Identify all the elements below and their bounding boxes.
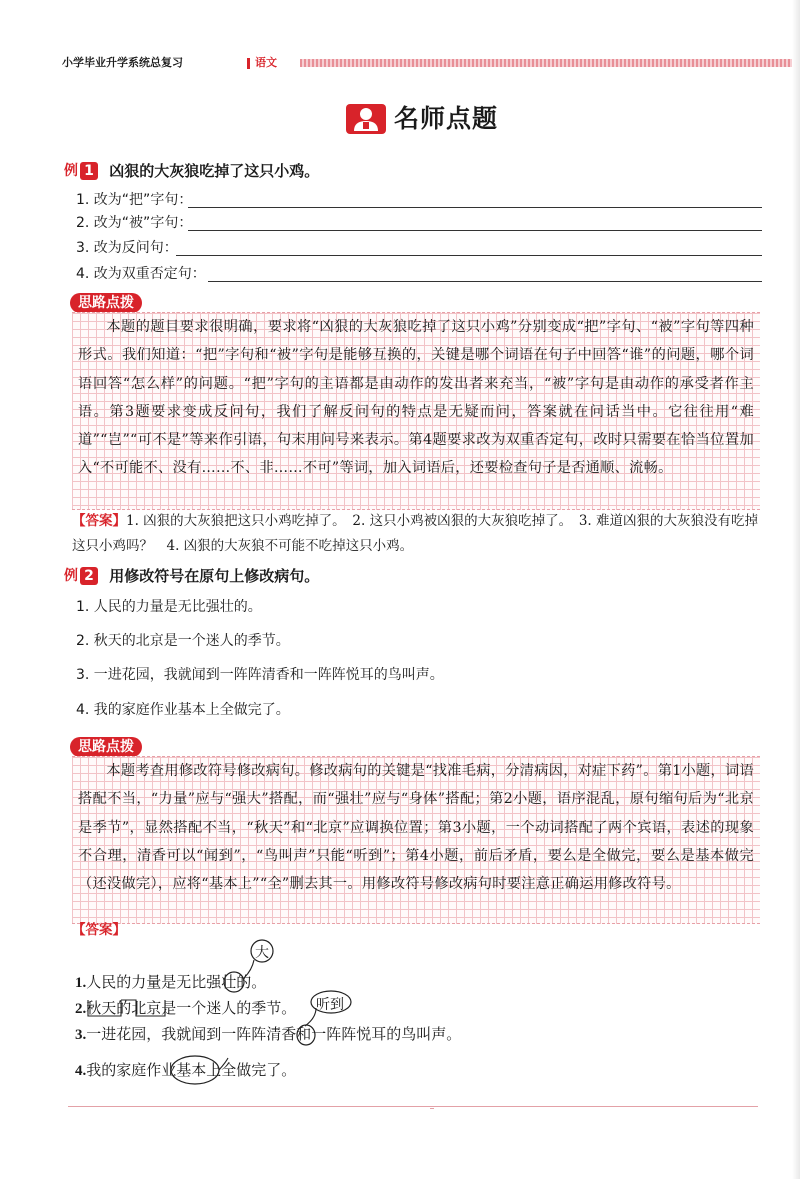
deleted-word: 基本上 [176, 1063, 222, 1079]
hint-box-2 [72, 756, 760, 924]
hint-badge-1: 思路点拨 [70, 293, 142, 313]
footer-rule [68, 1106, 758, 1107]
swap-word-a: 秋天 [86, 1001, 117, 1017]
correction-marks [0, 930, 800, 1090]
example-1-sentence: 凶狠的大灰狼吃掉了这只小鸡。 [109, 161, 320, 180]
example-2-item-3: 3. 一进花园，我就闻到一阵阵清香和一阵阵悦耳的鸟叫声。 [76, 667, 444, 683]
teacher-icon [346, 104, 386, 134]
hint-box-1 [72, 312, 760, 510]
example-1-item-1 [76, 190, 762, 212]
delete-loop [171, 1056, 222, 1084]
hint-badge-2: 思路点拨 [70, 737, 142, 757]
insert-note-1: 大 [255, 946, 269, 961]
answer-label: 【答案】 [72, 513, 126, 529]
hint-text-1: 本题的题目要求很明确，要求将“凶狠的大灰狼吃掉了这只小鸡”分别变成“把”字句、“被”字句等四种形式。我们知道：“把”字句和“被”字句是能够互换的，关键是哪个词语在句子中回答“谁”的问题，哪个词语回答“怎么样”的问题。“把”字句的主语都是由动作的发出者来充当，“被”字句是由动作的承受者作主语。第3题要求变成反问句，我们了解反问句的特点是无疑而问，答案就在问话当中。它往往用“难道”“岂”“可不是”等来作引语，句末用问号来表示。第4题要求改为双重否定句，改时只需要在恰当位置加入“不可能不、没有……不、非……不可”等词，加入词语后，还要检查句子是否通顺、流畅。 [78, 319, 754, 477]
hint-text-2: 本题考查用修改符号修改病句。修改病句的关键是“找准毛病，分清病因，对症下药”。第1小题，词语搭配不当，“力量”应与“强大”搭配，而“强壮”应与“身体”搭配；第2小题，语序混乱，原句缩句后为“北京是季节”，显然搭配不当，“秋天”和“北京”应调换位置；第3小题，一个动词搭配了两个宾语，表述的现象不合理，清香可以“闻到”，“鸟叫声”只能“听到”；第4小题，前后矛盾，要么是全做完，要么是基本做完（还没做完），应将“基本上”“全”删去其一。用修改符号修改病句时要注意正确运用修改符号。 [78, 763, 754, 893]
correction-line-4: 4.我的家庭作业基本上全做完了。 [75, 1060, 296, 1082]
example-1-question [64, 160, 319, 181]
example-2-question [64, 565, 319, 586]
swap-word-b: 北京 [131, 1001, 162, 1017]
header-stripe [300, 59, 800, 67]
example-1-item-4 [76, 264, 762, 286]
book-series-title: 小学毕业升学系统总复习 [62, 56, 183, 69]
page-header [62, 56, 762, 74]
subject-label: 语文 [255, 56, 277, 69]
circled-word: 壮 [221, 975, 237, 991]
answer-blank[interactable] [208, 281, 762, 282]
insert-line-2 [305, 1008, 316, 1026]
example-1-badge: 例 1 [64, 162, 98, 180]
insert-line-1 [244, 960, 254, 978]
example-2-badge: 例 2 [64, 567, 98, 585]
footer-mark [430, 1108, 434, 1109]
example-2-item-1: 1. 人民的力量是无比强壮的。 [76, 599, 262, 615]
delete-tail [219, 1058, 228, 1070]
section-title: 名师点题 [394, 104, 499, 133]
example-2-item-4: 4. 我的家庭作业基本上全做完了。 [76, 702, 290, 718]
example-1-item-2 [76, 213, 762, 235]
example-2-answer-label: 【答案】 [72, 922, 126, 938]
example-1-answers [72, 509, 762, 559]
example-2-item-2: 2. 秋天的北京是一个迷人的季节。 [76, 633, 290, 649]
page-edge-shadow [792, 0, 800, 1179]
circle-mark-3 [297, 1025, 315, 1045]
header-divider [247, 58, 250, 69]
answer-text: 1. 凶狠的大灰狼把这只小鸡吃掉了。 2. 这只小鸡被凶狠的大灰狼吃掉了。 3. 难道凶狠的大灰狼没有吃掉这只小鸡吗？ 4. 凶狠的大灰狼不可能不吃掉这只小鸡。 [72, 513, 759, 554]
answer-blank[interactable] [188, 230, 762, 231]
correction-line-1: 1.人民的力量是无比强壮的。 [75, 972, 266, 994]
correction-line-2: 2.秋天的北京是一个迷人的季节。 [75, 998, 296, 1020]
circle-mark-1 [224, 972, 244, 992]
item-label: 2. 改为“被”字句： [76, 215, 193, 231]
correction-line-3: 3.一进花园，我就闻到一阵阵清香和一阵阵悦耳的鸟叫声。 [75, 1024, 461, 1046]
example-2-sentence: 用修改符号在原句上修改病句。 [109, 566, 320, 585]
swap-mark [88, 1000, 165, 1016]
answer-blank[interactable] [176, 255, 762, 256]
answer-blank[interactable] [188, 207, 762, 208]
insert-note-2: 听到 [316, 998, 344, 1013]
item-label: 3. 改为反问句： [76, 240, 178, 256]
item-label: 1. 改为“把”字句： [76, 192, 193, 208]
example-1-item-3 [76, 238, 762, 260]
replaced-word: 和 [296, 1027, 312, 1043]
item-label: 4. 改为双重否定句： [76, 266, 206, 282]
